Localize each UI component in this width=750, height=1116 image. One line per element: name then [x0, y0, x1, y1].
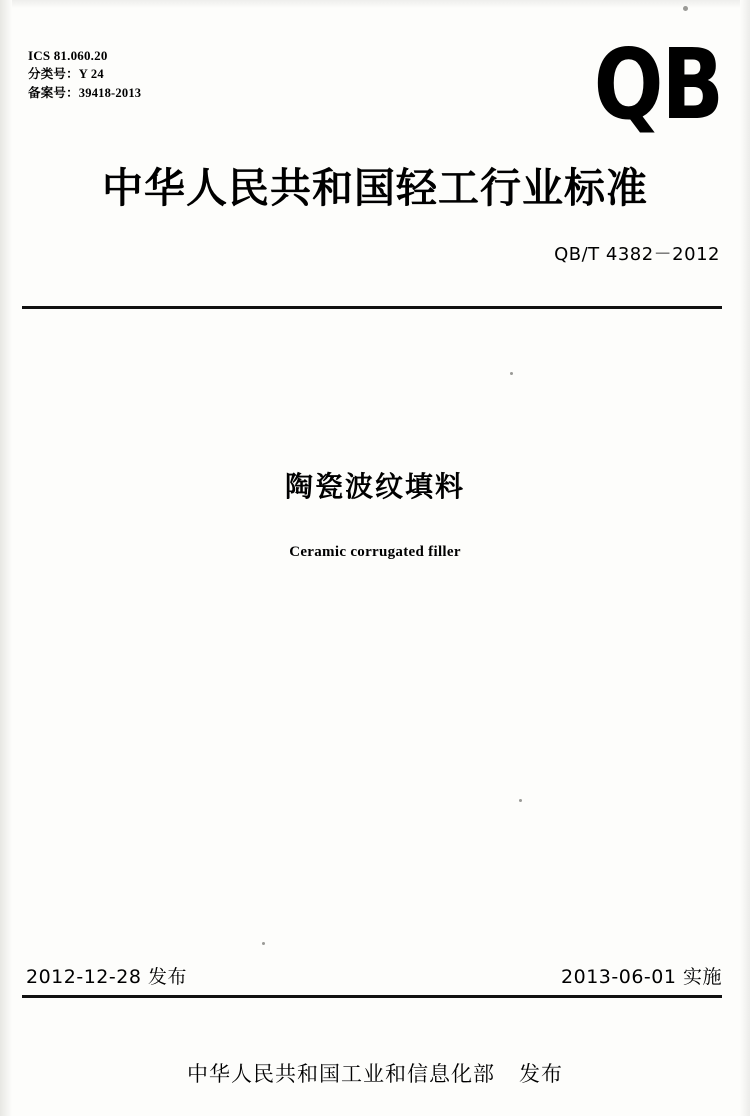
page-edge-top-shading: [0, 0, 750, 8]
issue-date: 2012-12-28 发布: [26, 966, 187, 988]
qb-logo: QB: [593, 29, 722, 142]
record-number: 备案号：39418-2013: [28, 86, 142, 100]
classification-number: 分类号：Y 24: [28, 67, 104, 81]
effective-date: 2013-06-01 实施: [561, 966, 722, 988]
ics-number: ICS 81.060.20: [28, 48, 108, 63]
scan-speck: [519, 799, 522, 802]
scan-speck: [262, 942, 265, 945]
publish-verb: 发布: [519, 1062, 563, 1086]
standard-title: 中华人民共和国轻工行业标准: [102, 164, 648, 212]
divider-top: [22, 306, 722, 309]
document-title-english: Ceramic corrugated filler: [289, 544, 461, 560]
divider-bottom: [22, 995, 722, 998]
publisher-line: [0, 1058, 750, 1088]
scan-speck: [683, 6, 688, 11]
ics-header-block: [28, 46, 141, 103]
standard-number: QB/T 4382－2012: [554, 244, 720, 265]
publisher-name: 中华人民共和国工业和信息化部: [187, 1062, 495, 1086]
document-title-chinese: 陶瓷波纹填料: [284, 470, 465, 503]
scan-speck: [510, 372, 513, 375]
